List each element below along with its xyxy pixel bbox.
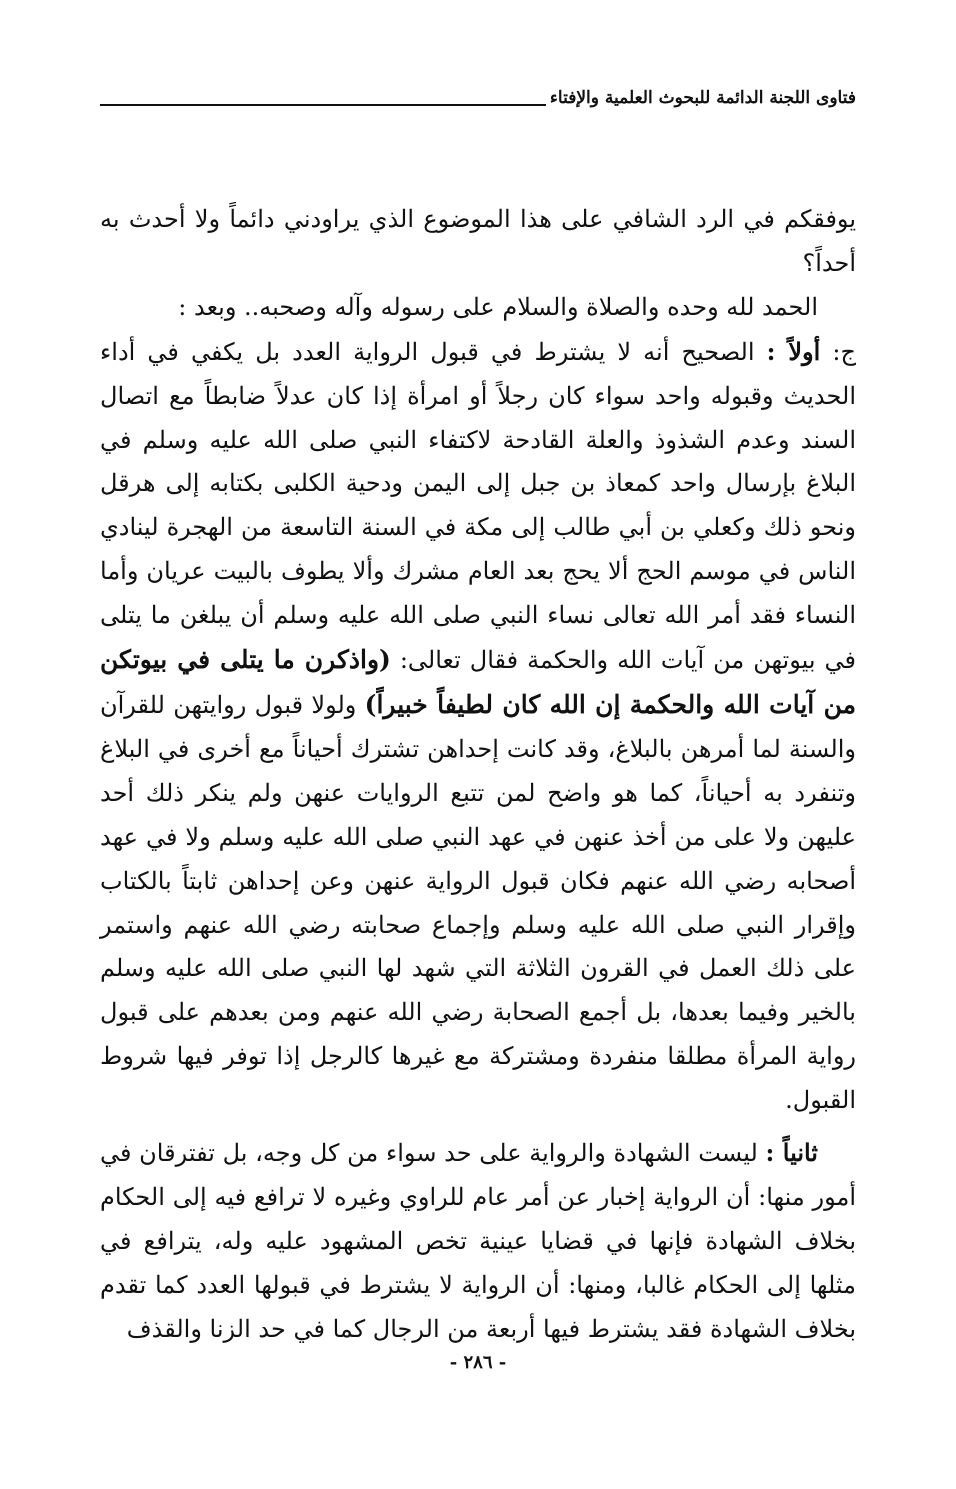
second-point-text: ليست الشهادة والرواية على حد سواء من كل وجه، بل تفترقان في أمور منها: أن الرواية إخبار عن أمر عام للراوي وغيره لا ترافع فيه إلى الحكام بخلاف الشهادة فإنها في قضايا عينية تخص المشهود عليه وله، يترافع في مثلها إلى الحكام غالبا، ومنها: أن الرواية لا يشترط في قبولها العدد كما تقدم بخلاف الشهادة فقد يشترط فيها أربعة من الرجال كما في حد الزنا والقذف <box>100 1139 856 1343</box>
answer-prefix: ج: <box>820 337 857 366</box>
question-paragraph: يوفقكم في الرد الشافي على هذا الموضوع الذي يراودني دائماً ولا أحدث به أحداً؟ <box>100 205 856 277</box>
first-point-text-2: ولولا قبول روايتهن للقرآن والسنة لما أمرهن بالبلاغ، وقد كانت إحداهن تشترك أحياناً مع أخرى في البلاغ وتنفرد به أحياناً، كما هو واضح لمن تتبع الروايات عنهن ولم ينكر ذلك أحد عليهن ولا على من أخذ عنهن في عهد النبي صلى الله عليه وسلم ولا في عهد أصحابه رضي الله عنهم فكان قبول الرواية عنهن وعن إحداهن ثابتاً بالكتاب وإقرار النبي صلى الله عليه وسلم وإجماع صحابته رضي الله عنهم واستمر على ذلك العمل في القرون الثلاثة التي شهد لها النبي صلى الله عليه وسلم بالخير وفيما بعدها، بل أجمع الصحابة رضي الله عنهم ومن بعدهم على قبول رواية المرأة مطلقا منفردة ومشتركة مع غيرها كالرجل إذا توفر فيها شروط القبول. <box>100 690 857 1115</box>
second-point-label: ثانياً : <box>765 1138 818 1168</box>
quran-verse: (واذكرن ما يتلى في بيوتكن من آيات الله والحكمة إن الله كان لطيفاً خبيراً) <box>100 645 856 719</box>
answer-first-paragraph <box>100 330 856 1123</box>
opening-paragraph: الحمد لله وحده والصلاة والسلام على رسوله وآله وصحبه.. وبعد : <box>178 292 818 321</box>
answer-second-paragraph <box>100 1131 856 1352</box>
header-rule <box>100 104 546 106</box>
running-header <box>100 84 856 112</box>
header-title: فتاوى اللجنة الدائمة للبحوث العلمية والإفتاء <box>549 88 856 108</box>
first-point-text-1: الصحيح أنه لا يشترط في قبول الرواية العدد بل يكفي في أداء الحديث وقبوله واحد سواء كان رجلاً أو امرأة إذا كان عدلاً ضابطاً مع اتصال السند وعدم الشذوذ والعلة القادحة لاكتفاء النبي صلى الله عليه وسلم في البلاغ بإرسال واحد كمعاذ بن جبل إلى اليمن ودحية الكلبى بكتابه إلى هرقل ونحو ذلك وكعلي بن أبي طالب إلى مكة في السنة التاسعة من الهجرة لينادي الناس في موسم الحج ألا يحج بعد العام مشرك وألا يطوف بالبيت عريان وأما النساء فقد أمر الله تعالى نساء النبي صلى الله عليه وسلم أن يبلغن ما يتلى في بيوتهن من آيات الله والحكمة فقال تعالى: <box>100 337 857 675</box>
first-point-label: أولاً : <box>766 336 821 366</box>
page-number: - ٢٨٦ - <box>449 1352 507 1373</box>
body-text <box>100 198 856 1352</box>
